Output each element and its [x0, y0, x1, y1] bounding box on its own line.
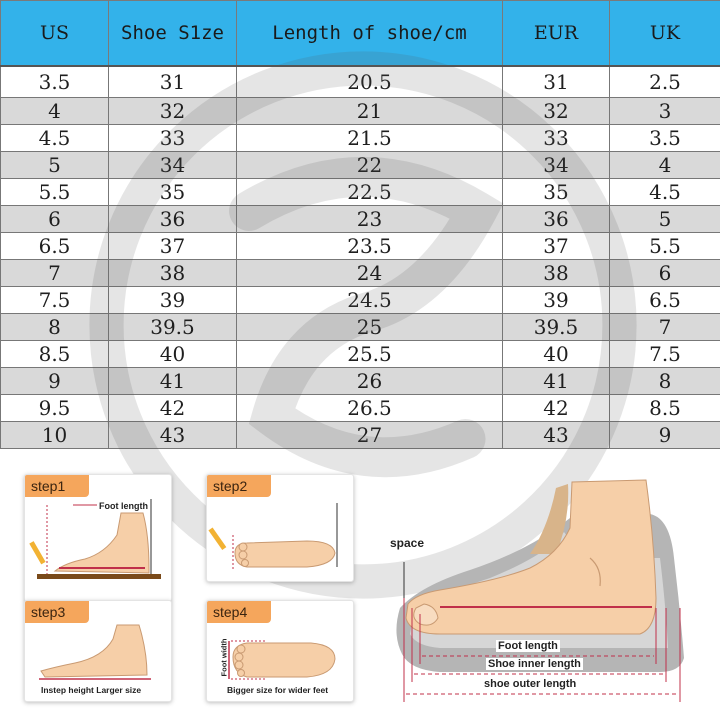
cell-shoe-size: 31: [109, 66, 237, 98]
cell-us: 6.5: [1, 233, 109, 260]
cell-uk: 4.5: [610, 179, 720, 206]
cell-length: 21: [237, 98, 503, 125]
cell-shoe-size: 34: [109, 152, 237, 179]
col-header-eur: EUR: [503, 1, 610, 67]
cell-us: 4: [1, 98, 109, 125]
step1-foot-illustration: [25, 475, 171, 601]
cell-uk: 3.5: [610, 125, 720, 152]
step3-tag: step3: [25, 601, 89, 623]
step4-tag: step4: [207, 601, 271, 623]
cell-shoe-size: 39: [109, 287, 237, 314]
table-row: [1, 152, 720, 179]
cell-length: 25.5: [237, 341, 503, 368]
cell-eur: 32: [503, 98, 610, 125]
cell-shoe-size: 35: [109, 179, 237, 206]
cell-eur: 40: [503, 341, 610, 368]
cell-length: 27: [237, 422, 503, 449]
cell-shoe-size: 37: [109, 233, 237, 260]
cell-uk: 6.5: [610, 287, 720, 314]
table-row: [1, 179, 720, 206]
cell-us: 9: [1, 368, 109, 395]
table-row: [1, 98, 720, 125]
cell-length: 22.5: [237, 179, 503, 206]
col-header-us: US: [1, 1, 109, 67]
table-row: [1, 395, 720, 422]
cell-us: 4.5: [1, 125, 109, 152]
step4-card: [206, 600, 354, 702]
cell-length: 26: [237, 368, 503, 395]
cell-shoe-size: 43: [109, 422, 237, 449]
table-row: [1, 422, 720, 449]
space-label: space: [390, 536, 425, 550]
step3-card: [24, 600, 172, 702]
cell-eur: 37: [503, 233, 610, 260]
cell-length: 22: [237, 152, 503, 179]
cell-uk: 4: [610, 152, 720, 179]
foot-length-label: Foot length: [99, 501, 148, 511]
cell-us: 5: [1, 152, 109, 179]
cell-length: 23.5: [237, 233, 503, 260]
cell-uk: 2.5: [610, 66, 720, 98]
cell-eur: 33: [503, 125, 610, 152]
table-row: [1, 260, 720, 287]
foot-width-label: Foot width: [219, 638, 229, 677]
table-header-row: [1, 1, 720, 67]
cell-us: 8: [1, 314, 109, 341]
table-row: [1, 314, 720, 341]
cell-shoe-size: 33: [109, 125, 237, 152]
cell-uk: 9: [610, 422, 720, 449]
cell-uk: 7: [610, 314, 720, 341]
cell-shoe-size: 41: [109, 368, 237, 395]
step4-caption: Bigger size for wider feet: [227, 685, 329, 695]
cell-us: 6: [1, 206, 109, 233]
cell-uk: 3: [610, 98, 720, 125]
cell-shoe-size: 42: [109, 395, 237, 422]
cell-shoe-size: 39.5: [109, 314, 237, 341]
cell-shoe-size: 40: [109, 341, 237, 368]
cell-eur: 34: [503, 152, 610, 179]
cell-eur: 39.5: [503, 314, 610, 341]
cell-uk: 8.5: [610, 395, 720, 422]
col-header-length: Length of shoe/cm: [237, 1, 503, 67]
table-row: [1, 341, 720, 368]
step2-card: [206, 474, 354, 582]
cell-shoe-size: 36: [109, 206, 237, 233]
cell-us: 7: [1, 260, 109, 287]
cell-us: 3.5: [1, 66, 109, 98]
cell-us: 9.5: [1, 395, 109, 422]
cell-eur: 43: [503, 422, 610, 449]
cell-uk: 6: [610, 260, 720, 287]
cell-us: 10: [1, 422, 109, 449]
table-row: [1, 368, 720, 395]
foot-length-caption: Foot length: [498, 640, 558, 652]
step2-tag: step2: [207, 475, 271, 497]
step1-tag: step1: [25, 475, 89, 497]
cell-length: 24: [237, 260, 503, 287]
cell-shoe-size: 38: [109, 260, 237, 287]
cell-uk: 5.5: [610, 233, 720, 260]
cell-eur: 31: [503, 66, 610, 98]
table-row: [1, 206, 720, 233]
cell-length: 20.5: [237, 66, 503, 98]
col-header-shoe-size: Shoe S1ze: [109, 1, 237, 67]
cell-length: 23: [237, 206, 503, 233]
cell-eur: 39: [503, 287, 610, 314]
cell-eur: 41: [503, 368, 610, 395]
cell-us: 7.5: [1, 287, 109, 314]
step3-caption: Instep height Larger size: [41, 685, 142, 695]
step2-foot-illustration: [207, 475, 353, 581]
measuring-guide: [0, 450, 720, 708]
cell-eur: 42: [503, 395, 610, 422]
cell-uk: 5: [610, 206, 720, 233]
cell-eur: 36: [503, 206, 610, 233]
table-row: [1, 233, 720, 260]
cell-length: 26.5: [237, 395, 503, 422]
table-row: [1, 287, 720, 314]
cell-length: 24.5: [237, 287, 503, 314]
cell-eur: 38: [503, 260, 610, 287]
table-row: [1, 125, 720, 152]
cell-eur: 35: [503, 179, 610, 206]
cell-length: 25: [237, 314, 503, 341]
cell-us: 8.5: [1, 341, 109, 368]
cell-uk: 8: [610, 368, 720, 395]
step1-card: [24, 474, 172, 602]
table-row: [1, 66, 720, 98]
cell-us: 5.5: [1, 179, 109, 206]
cell-uk: 7.5: [610, 341, 720, 368]
cell-shoe-size: 32: [109, 98, 237, 125]
cell-length: 21.5: [237, 125, 503, 152]
col-header-uk: UK: [610, 1, 720, 67]
shoe-inner-length-caption: Shoe inner length: [488, 658, 581, 670]
shoe-fit-diagram: [380, 458, 710, 708]
shoe-outer-length-caption: shoe outer length: [484, 678, 577, 690]
